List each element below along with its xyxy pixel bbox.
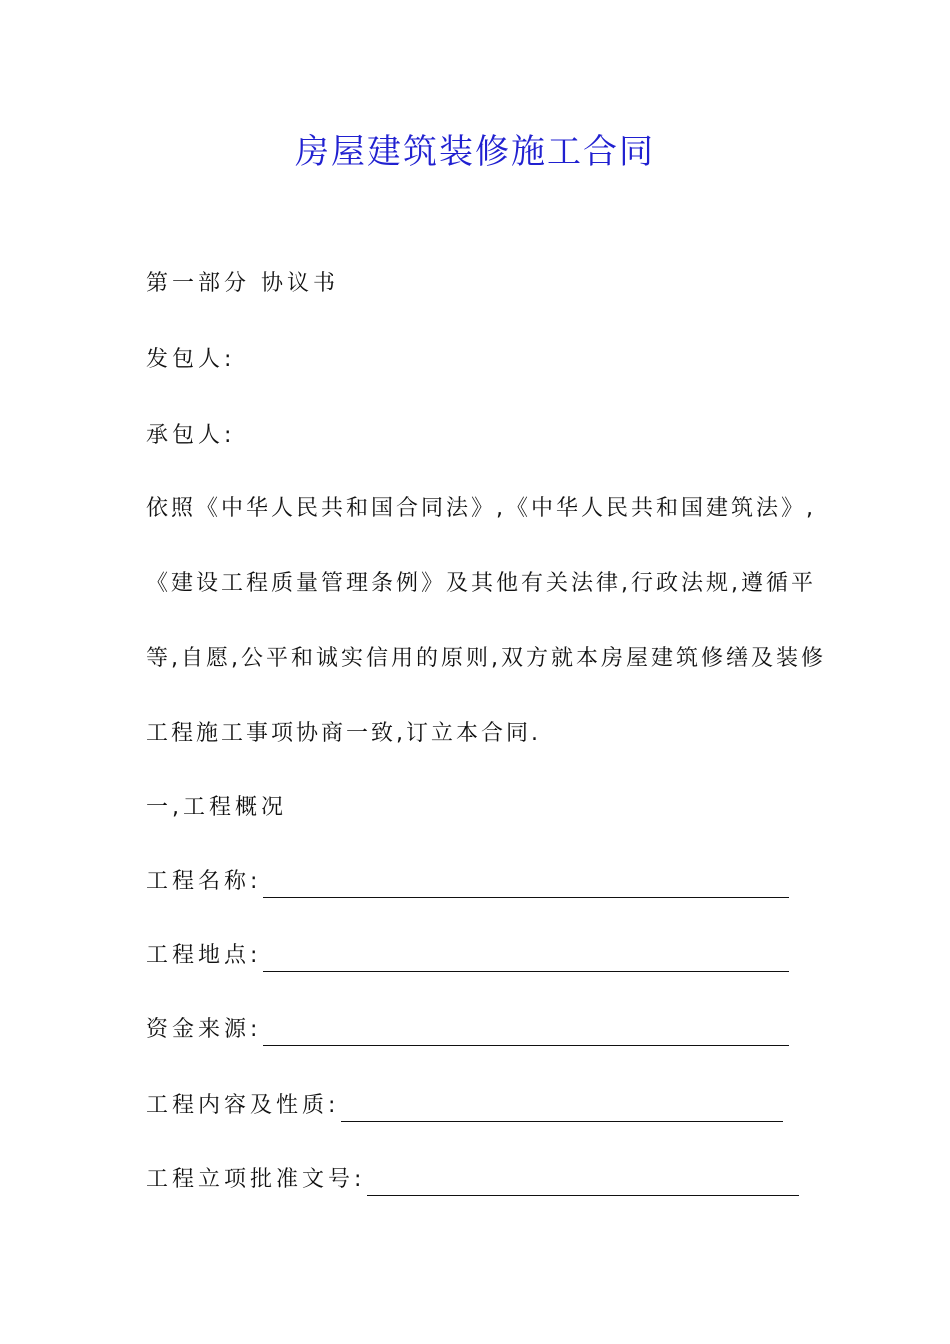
fill-in-blank [341, 1097, 783, 1122]
field-label: 工程内容及性质: [146, 1093, 340, 1118]
preamble-line: 工程施工事项协商一致,订立本合同. [146, 721, 541, 746]
field-label: 资金来源: [146, 1017, 262, 1042]
project-location-field [146, 940, 789, 972]
contractor-label: 承包人: [146, 423, 236, 448]
funding-source-field [146, 1014, 789, 1046]
fill-in-blank [263, 873, 789, 898]
section-heading: 第一部分 协议书 [146, 271, 339, 296]
preamble-line: 《建设工程质量管理条例》及其他有关法律,行政法规,遵循平 [146, 571, 816, 596]
preamble-line: 等,自愿,公平和诚实信用的原则,双方就本房屋建筑修缮及装修 [146, 646, 826, 671]
fill-in-blank [263, 1021, 789, 1046]
approval-number-field [146, 1164, 799, 1196]
fill-in-blank [367, 1171, 799, 1196]
preamble-line: 依照《中华人民共和国合同法》,《中华人民共和国建筑法》, [146, 496, 816, 521]
overview-heading: 一,工程概况 [146, 795, 287, 820]
project-scope-field [146, 1090, 783, 1122]
employer-label: 发包人: [146, 347, 236, 372]
fill-in-blank [263, 947, 789, 972]
project-name-field [146, 866, 789, 898]
field-label: 工程立项批准文号: [146, 1167, 366, 1192]
field-label: 工程地点: [146, 943, 262, 968]
field-label: 工程名称: [146, 869, 262, 894]
document-title: 房屋建筑装修施工合同 [295, 132, 655, 172]
